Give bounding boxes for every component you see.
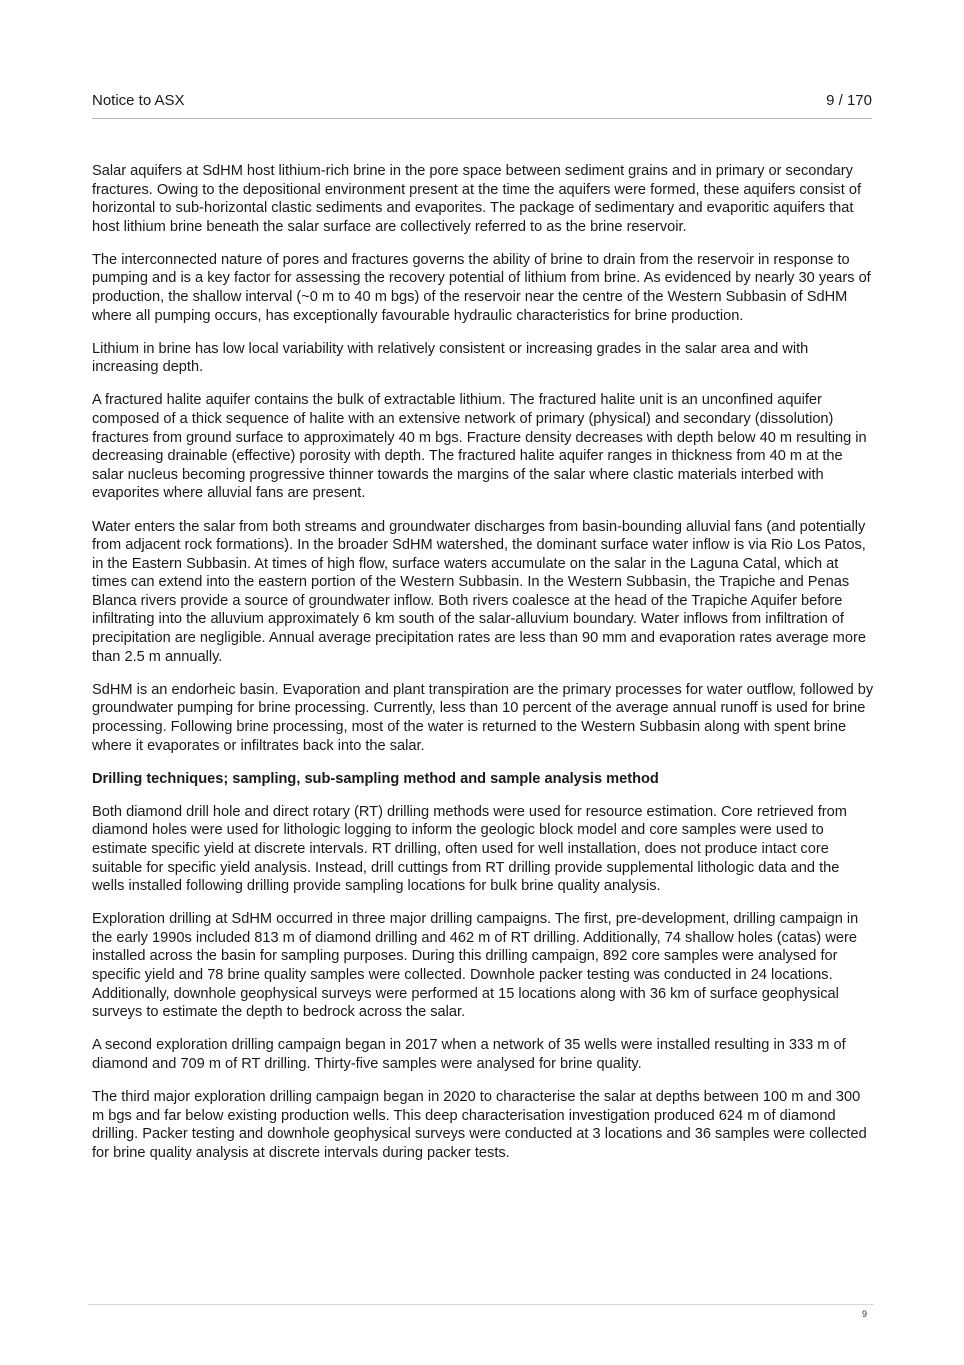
paragraph: Salar aquifers at SdHM host lithium-rich brine in the pore space between sediment grains and in primary or secondary fractures. Owing to the depositional environment present at the time the aquifers were formed, these aquifers consist of horizontal to sub-horizontal clastic sediments and evaporites. The package of sedimentary and evaporitic aquifers that host lithium brine beneath the salar surface are collectively referred to as the brine reservoir. <box>92 163 862 235</box>
paragraph: Exploration drilling at SdHM occurred in three major drilling campaigns. The first, pre-development, drilling campaign in the early 1990s included 813 m of diamond drilling and 462 m of RT drilling. Additionally, 74 shallow holes (catas) were installed across the basin for sampling purposes. During this drilling campaign, 892 core samples were analysed for specific yield and 78 brine quality samples were collected. Downhole packer testing was conducted in 24 locations. Additionally, downhole geophysical surveys were performed at 15 locations along with 36 km of surface geophysical surveys to estimate the depth to bedrock across the salar. <box>92 911 859 1021</box>
footer-page-number: 9 <box>862 1309 868 1319</box>
paragraph: A fractured halite aquifer contains the bulk of extractable lithium. The fractured halite unit is an unconfined aquifer composed of a thick sequence of halite with an extensive network of primary (physical) and secondary (dissolution) fractures from ground surface to approximately 40 m bgs. Fracture density decreases with depth below 40 m resulting in decreasing drainable (effective) porosity with depth. The fractured halite aquifer ranges in thickness from 40 m at the salar nucleus becoming progressive thinner towards the margins of the salar where clastic materials interbed with evaporites where alluvial fans are present. <box>92 392 867 502</box>
document-body <box>92 162 874 1177</box>
paragraph: The third major exploration drilling campaign began in 2020 to characterise the salar at depths between 100 m and 300 m bgs and far below existing production wells. This deep characterisation investigation produced 624 m of diamond drilling. Packer testing and downhole geophysical surveys were conducted at 3 locations and 36 samples were collected for brine quality analysis at discrete intervals during packer tests. <box>92 1088 867 1161</box>
document-title: Notice to ASX <box>92 92 185 109</box>
section-heading: Drilling techniques; sampling, sub-sampling method and sample analysis method <box>92 770 659 787</box>
paragraph: A second exploration drilling campaign began in 2017 when a network of 35 wells were installed resulting in 333 m of diamond and 709 m of RT drilling. Thirty-five samples were analysed for brine quality. <box>92 1037 846 1072</box>
paragraph: Both diamond drill hole and direct rotary (RT) drilling methods were used for resource estimation. Core retrieved from diamond holes were used for lithologic logging to inform the geologic block model and core samples were used to estimate specific yield at discrete intervals. RT drilling, often used for well installation, does not produce intact core suitable for specific yield analysis. Instead, drill cuttings from RT drilling provide supplemental lithologic data and the wells installed following drilling provide sampling locations for bulk brine quality analysis. <box>92 803 847 895</box>
paragraph: SdHM is an endorheic basin. Evaporation and plant transpiration are the primary processes for water outflow, followed by groundwater pumping for brine processing. Currently, less than 10 percent of the average annual runoff is used for brine processing. Following brine processing, most of the water is returned to the Western Subbasin along with spent brine where it evaporates or infiltrates back into the salar. <box>92 681 874 754</box>
paragraph: Lithium in brine has low local variability with relatively consistent or increasing grades in the salar area and with increasing depth. <box>92 340 809 376</box>
paragraph: The interconnected nature of pores and fractures governs the ability of brine to drain from the reservoir in response to pumping and is a key factor for assessing the recovery potential of lithium from brine. As evidenced by nearly 30 years of production, the shallow interval (~0 m to 40 m bgs) of the reservoir near the centre of the Western Subbasin of SdHM where all pumping occurs, has exceptionally favourable hydraulic characteristics for brine production. <box>92 251 871 324</box>
footer-divider <box>88 1304 874 1305</box>
page-indicator: 9 / 170 <box>826 92 872 109</box>
page-header <box>92 92 872 119</box>
paragraph: Water enters the salar from both streams and groundwater discharges from basin-bounding alluvial fans (and potentially from adjacent rock formations). In the broader SdHM watershed, the dominant surface water inflow is via Rio Los Patos, in the Eastern Subbasin. At times of high flow, surface waters accumulate on the salar in the Laguna Catal, which at times can extend into the eastern portion of the Western Subbasin. In the Western Subbasin, the Trapiche and Penas Blanca rivers provide a source of groundwater inflow. Both rivers coalesce at the head of the Trapiche Aquifer before infiltrating into the alluvium approximately 6 km south of the salar-alluvium boundary. Water inflows from infiltration of precipitation are negligible. Annual average precipitation rates are less than 90 mm and evaporation rates average more than 2.5 m annually. <box>92 518 866 665</box>
